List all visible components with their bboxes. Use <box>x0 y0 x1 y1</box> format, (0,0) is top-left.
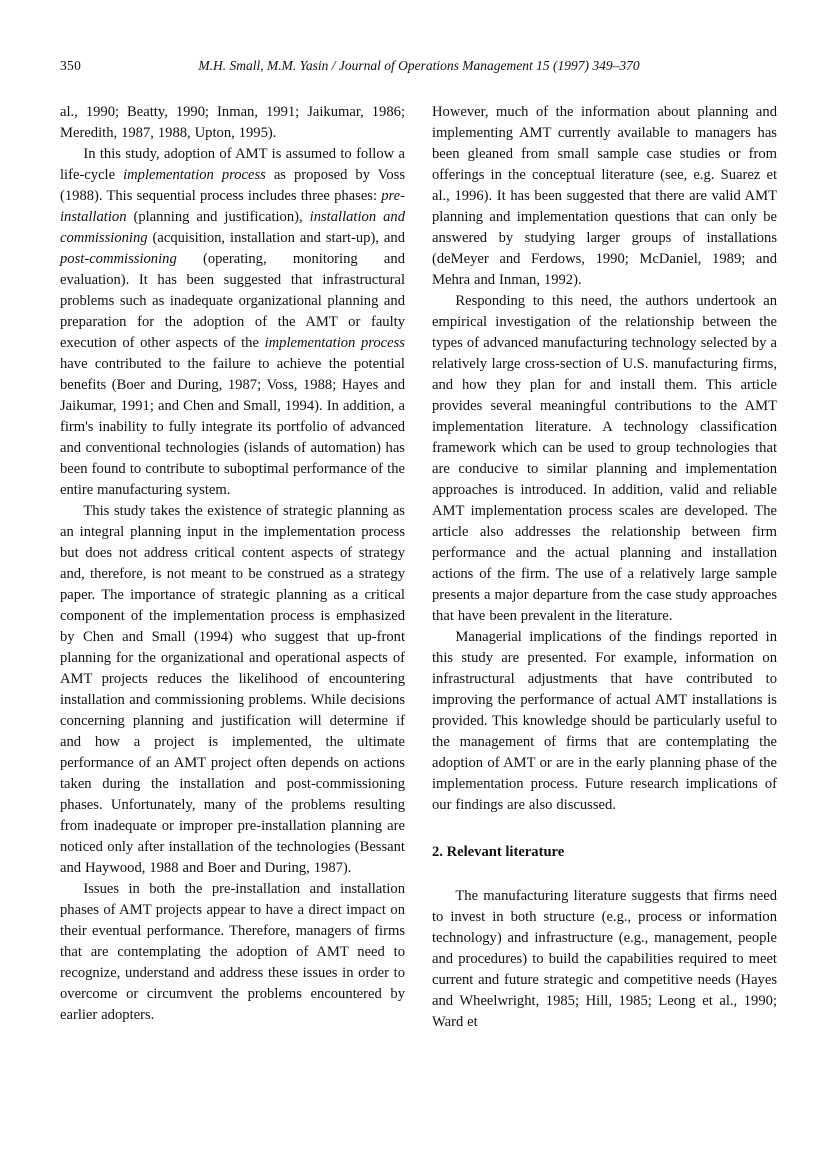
paragraph: Managerial implications of the findings reported in this study are presented. For example, information on infrastructural adjustments that have contributed to improving the performance of actual AMT installations is provided. This knowledge should be particularly useful to the management of firms that are contemplating the adoption of AMT or are in the early planning phase of the implementation process. Future research implications of our findings are also discussed. <box>432 629 777 813</box>
paragraph: The manufacturing literature suggests that firms need to invest in both structure (e.g., process or information technology) and infrastructure (e.g., management, people and procedures) to build the capabilities required to meet current and future strategic and competitive needs (Hayes and Wheelwright, 1985; Hill, 1985; Leong et al., 1990; Ward et <box>432 888 777 1030</box>
page-number: 350 <box>60 58 82 73</box>
article-body <box>60 102 778 1033</box>
section-heading: 2. Relevant literature <box>432 844 565 860</box>
running-title: M.H. Small, M.M. Yasin / Journal of Operations Management 15 (1997) 349–370 <box>198 58 640 73</box>
paragraph-continuation: al., 1990; Beatty, 1990; Inman, 1991; Jaikumar, 1986; Meredith, 1987, 1988, Upton, 1995). <box>60 104 405 141</box>
running-header <box>60 58 778 76</box>
paragraph: However, much of the information about planning and implementing AMT currently available to managers has been gleaned from small sample case studies or from offerings in the conceptual literature (see, e.g. Suarez et al., 1996). It has been suggested that there are valid AMT planning and implementation questions that can only be answered by studying larger groups of installations (deMeyer and Ferdows, 1990; McDaniel, 1989; and Mehra and Inman, 1992). <box>432 104 777 288</box>
right-column <box>432 102 777 1033</box>
paragraph: This study takes the existence of strategic planning as an integral planning input in the implementation process but does not address critical content aspects of strategy and, therefore, is not meant to be construed as a strategy paper. The importance of strategic planning as a critical component of the implementation process is emphasized by Chen and Small (1994) who suggest that up-front planning for the organizational and operational aspects of AMT projects reduces the likelihood of encountering installation and commissioning problems. While decisions concerning planning and justification will determine if and how a project is implemented, the ultimate performance of an AMT project often depends on actions taken during the installation and post-commissioning phases. Unfortunately, many of the problems resulting from inadequate or improper pre-installation planning are noticed only after installation of the technologies (Bessant and Haywood, 1988 and Boer and During, 1987). <box>60 503 405 876</box>
paragraph: Issues in both the pre-installation and installation phases of AMT projects appear to have a direct impact on their eventual performance. Therefore, managers of firms that are contemplating the adoption of AMT need to recognize, understand and address these issues in order to overcome or circumvent the problems encountered by earlier adopters. <box>60 881 405 1023</box>
paragraph: In this study, adoption of AMT is assumed to follow a life-cycle implementation process as proposed by Voss (1988). This sequential process includes three phases: pre-installation (planning and justification), installation and commissioning (acquisition, installation and start-up), and post-commissioning (operating, monitoring and evaluation). It has been suggested that infrastructural problems such as inadequate organizational planning and preparation for the adoption of the AMT or faulty execution of other aspects of the implementation process have contributed to the failure to achieve the potential benefits (Boer and During, 1987; Voss, 1988; Hayes and Jaikumar, 1991; and Chen and Small, 1994). In addition, a firm's inability to fully integrate its portfolio of advanced and conventional technologies (islands of automation) has been found to contribute to suboptimal performance of the entire manufacturing system. <box>60 146 406 498</box>
paragraph: Responding to this need, the authors undertook an empirical investigation of the relationship between the types of advanced manufacturing technology selected by a relatively large cross-section of U.S. manufacturing firms, and how they plan for and install them. This article provides several meaningful contributions to the AMT implementation literature. A technology classification framework which can be used to group technologies that are conducive to similar planning and implementation approaches is introduced. In addition, valid and reliable AMT implementation process scales are developed. The article also addresses the relationship between firm performance and the actual planning and installation actions of the firm. The use of a relatively large sample presents a major departure from the case study approaches that have been prevalent in the literature. <box>432 293 777 624</box>
left-column <box>60 102 405 1033</box>
